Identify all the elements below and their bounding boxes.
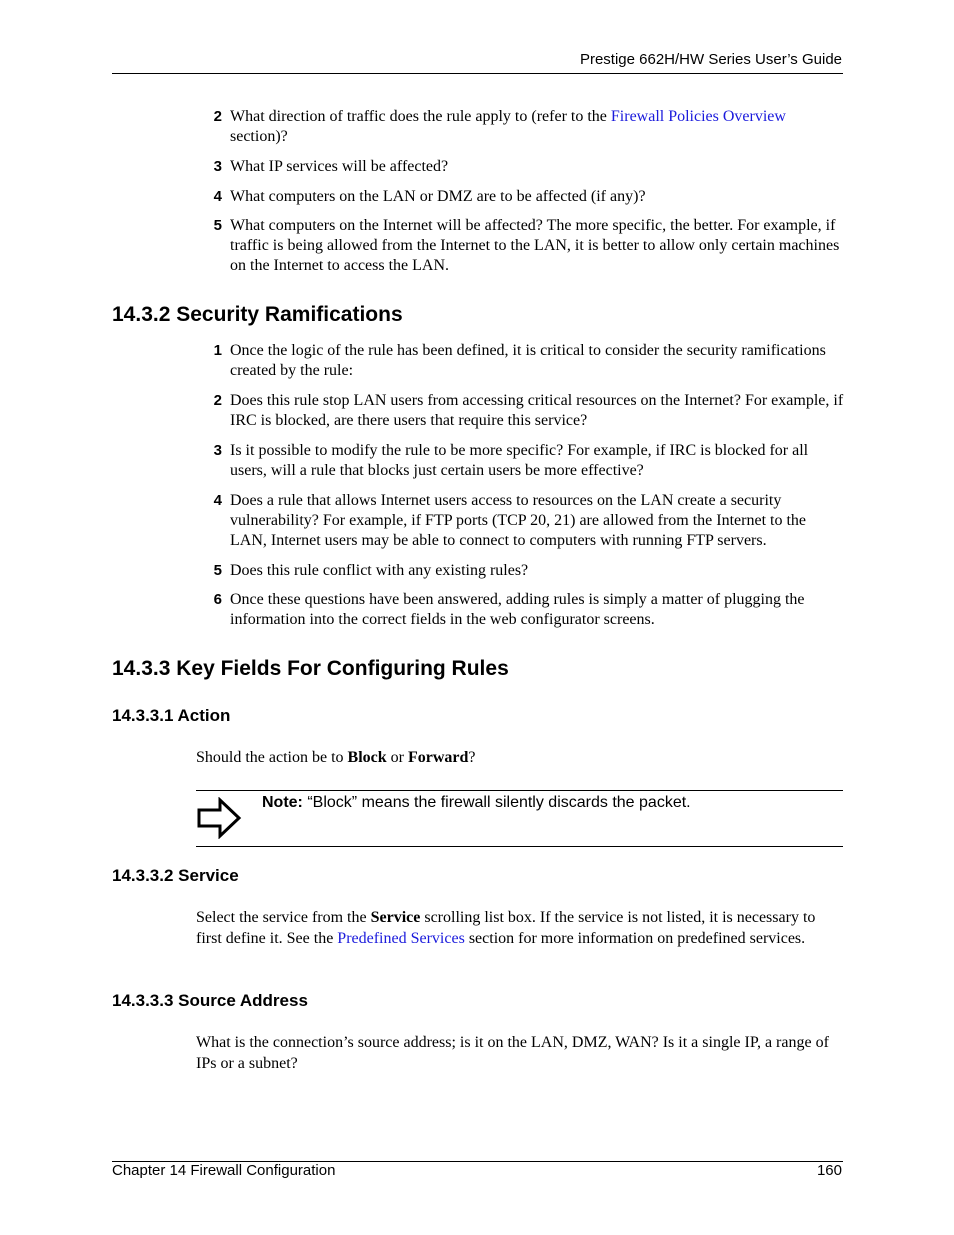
note-text xyxy=(262,794,691,812)
list-number: 4 xyxy=(213,492,222,509)
list-text: Does this rule conflict with any existing rules? xyxy=(230,562,529,579)
footer-chapter: Chapter 14 Firewall Configuration xyxy=(112,1162,336,1179)
action-paragraph xyxy=(196,748,844,769)
bold-term-service: Service xyxy=(370,909,421,926)
paragraph-text: Select the service from the xyxy=(196,909,371,926)
list-text: Does a rule that allows Internet users access to resources on the LAN create a security vulnerability? For example, if FTP ports (TCP 20, 21) are allowed from the Internet to the LAN, Internet users may be able to connect to computers with running FTP servers. xyxy=(230,492,807,549)
list-text-part: What direction of traffic does the rule apply to (refer to the xyxy=(230,108,611,125)
page-number: 160 xyxy=(816,1162,842,1179)
list-text: Once the logic of the rule has been defined, it is critical to consider the security ramifications created by the rule: xyxy=(230,342,826,379)
section-heading-key-fields: 14.3.3 Key Fields For Configuring Rules xyxy=(112,657,509,680)
note-bottom-rule xyxy=(196,846,843,847)
list-number: 6 xyxy=(213,591,222,608)
note-body: “Block” means the firewall silently discards the packet. xyxy=(302,794,691,811)
subsection-heading-action: 14.3.3.1 Action xyxy=(112,706,231,725)
paragraph-text: Should the action be to xyxy=(196,749,348,766)
list-number: 3 xyxy=(213,158,222,175)
service-paragraph xyxy=(196,908,844,949)
header-title: Prestige 662H/HW Series User’s Guide xyxy=(579,51,842,68)
list-number: 3 xyxy=(213,442,222,459)
arrow-right-icon xyxy=(196,797,242,839)
list-item xyxy=(196,590,846,630)
list-item xyxy=(196,107,846,147)
list-text: Once these questions have been answered, adding rules is simply a matter of plugging the information into the correct fields in the web configurator screens. xyxy=(230,591,805,628)
list-text xyxy=(230,107,846,147)
list-item xyxy=(196,157,846,177)
list-item xyxy=(196,216,846,276)
list-text: Does this rule stop LAN users from accessing critical resources on the Internet? For example, if IRC is blocked, are there users that require this service? xyxy=(230,392,844,429)
list-text: What computers on the LAN or DMZ are to be affected (if any)? xyxy=(230,188,646,205)
bold-term-block: Block xyxy=(347,749,387,766)
note-label: Note: xyxy=(262,794,303,811)
subsection-heading-service: 14.3.3.2 Service xyxy=(112,866,239,885)
list-text-part: section)? xyxy=(230,128,288,145)
firewall-policies-overview-link[interactable]: Firewall Policies Overview xyxy=(610,108,786,125)
list-item xyxy=(196,491,846,551)
list-number: 4 xyxy=(213,188,222,205)
paragraph-text: or xyxy=(386,749,408,766)
paragraph-text: section for more information on predefined services. xyxy=(464,929,806,947)
source-address-paragraph: What is the connection’s source address; is it on the LAN, DMZ, WAN? Is it a single IP, a range of IPs or a subnet? xyxy=(196,1034,829,1072)
list-item xyxy=(196,187,846,207)
list-text: What computers on the Internet will be affected? The more specific, the better. For example, if traffic is being allowed from the Internet to the LAN, it is better to allow only certain machines on the Internet to access the LAN. xyxy=(230,217,840,274)
list-number: 2 xyxy=(213,108,222,125)
list-number: 5 xyxy=(213,217,222,234)
list-number: 5 xyxy=(213,562,222,579)
bold-term-forward: Forward xyxy=(407,749,469,766)
list-item xyxy=(196,391,846,431)
list-text: Is it possible to modify the rule to be more specific? For example, if IRC is blocked for all users, will a rule that blocks just certain users be more effective? xyxy=(230,442,809,479)
list-text: What IP services will be affected? xyxy=(230,158,449,175)
list-item xyxy=(196,561,846,581)
paragraph-text: scrolling list box. If the service is not listed, it is necessary to first define it. See the xyxy=(196,909,816,947)
subsection-heading-source-address: 14.3.3.3 Source Address xyxy=(112,991,308,1010)
list-number: 2 xyxy=(213,392,222,409)
predefined-services-link[interactable]: Predefined Services xyxy=(337,929,465,947)
note-top-rule xyxy=(196,790,843,791)
header-divider xyxy=(112,73,843,74)
list-item xyxy=(196,341,846,381)
section-heading-security-ramifications: 14.3.2 Security Ramifications xyxy=(112,303,403,326)
list-number: 1 xyxy=(213,342,222,359)
paragraph-text: ? xyxy=(468,749,476,766)
list-item xyxy=(196,441,846,481)
